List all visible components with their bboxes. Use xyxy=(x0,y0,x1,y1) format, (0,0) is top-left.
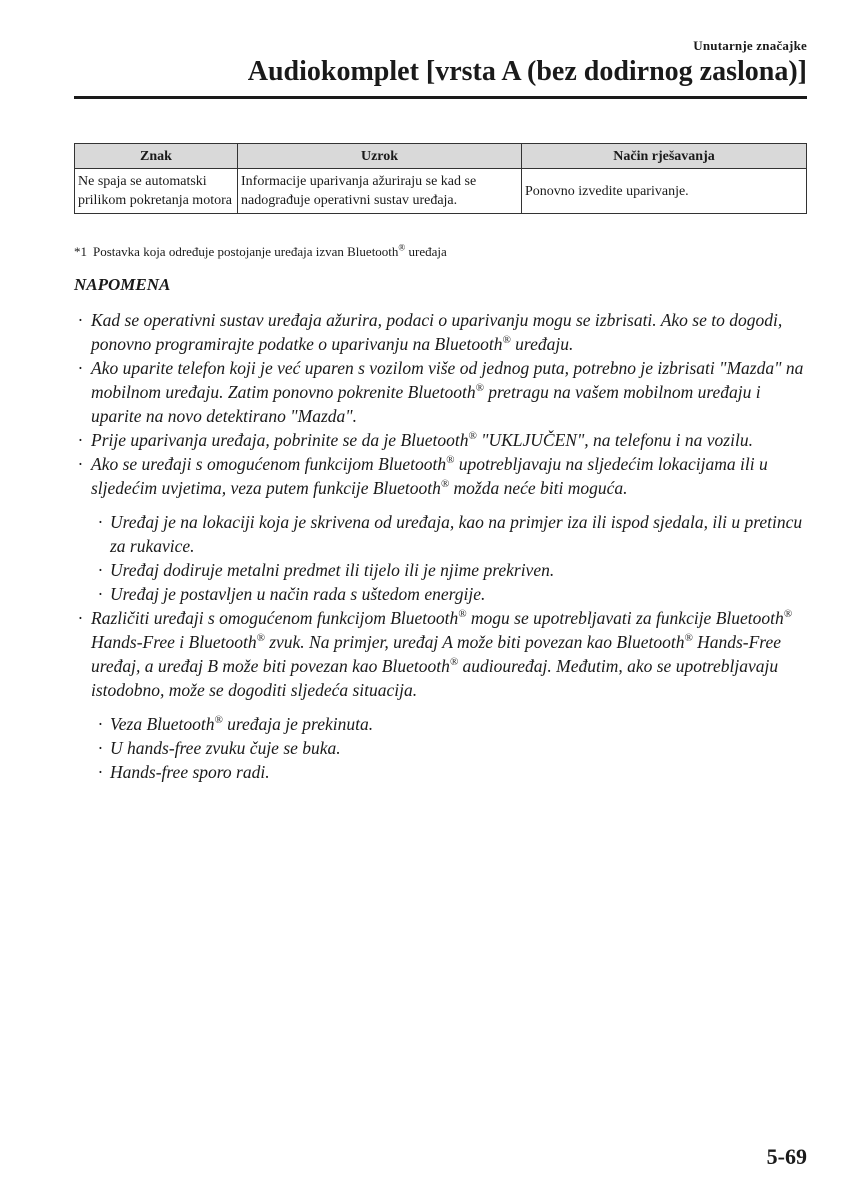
bullet: · xyxy=(78,608,83,628)
footnote xyxy=(74,244,447,260)
table-header-row xyxy=(75,144,807,169)
note-subitem xyxy=(74,760,814,784)
note-item xyxy=(74,606,814,702)
note-subitem xyxy=(74,558,814,582)
note-item xyxy=(74,428,814,452)
note-subitem xyxy=(74,712,814,736)
bullet: · xyxy=(98,762,103,782)
footnote-marker: *1 xyxy=(74,244,87,259)
bullet: · xyxy=(78,430,83,450)
bullet: · xyxy=(78,358,83,378)
note-item-text: Prije uparivanja uređaja, pobrinite se da je Bluetooth® "UKLJUČEN", na telefonu i na vozilu. xyxy=(91,430,753,450)
bullet: · xyxy=(98,714,103,734)
note-item-text: Različiti uređaji s omogućenom funkcijom Bluetooth® mogu se upotrebljavati za funkcije Bluetooth® Hands-Free i Bluetooth® zvuk. Na primjer, uređaj A može biti povezan kao Bluetooth® Hands-Free uređaj, a uređaj B može biti povezan kao Bluetooth® audiouređaj. Međutim, ako se upotrebljavaju istodobno, može se dogoditi sljedeća situacija. xyxy=(91,608,792,700)
table-row xyxy=(75,169,807,214)
note-item xyxy=(74,308,814,356)
title-rule xyxy=(74,96,807,99)
bullet: · xyxy=(98,738,103,758)
bullet: · xyxy=(78,310,83,330)
note-heading: NAPOMENA xyxy=(74,275,171,294)
note-subitem xyxy=(74,582,814,606)
column-header-uzrok: Uzrok xyxy=(238,144,522,169)
note-subitem-text: Uređaj je na lokaciji koja je skrivena od uređaja, kao na primjer iza ili ispod sjedala, ili u pretincu za rukavice. xyxy=(110,512,803,556)
note-subitem xyxy=(74,510,814,558)
note-subitem xyxy=(74,736,814,760)
note-subitem-text: U hands-free zvuku čuje se buka. xyxy=(110,738,341,758)
note-subitem-text: Uređaj dodiruje metalni predmet ili tijelo ili je njime prekriven. xyxy=(110,560,555,580)
note-subitem-text: Hands-free sporo radi. xyxy=(110,762,270,782)
note-item-text: Kad se operativni sustav uređaja ažurira, podaci o uparivanju mogu se izbrisati. Ako se to dogodi, ponovno programirajte podatke o uparivanju na Bluetooth® uređaju. xyxy=(91,310,783,354)
page-number: 5-69 xyxy=(766,1144,807,1169)
note-item-text: Ako se uređaji s omogućenom funkcijom Bluetooth® upotrebljavaju na sljedećim lokacijama ili u sljedećim uvjetima, veza putem funkcije Bluetooth® možda neće biti moguća. xyxy=(91,454,768,498)
note-subitem-text: Veza Bluetooth® uređaja je prekinuta. xyxy=(110,714,374,734)
footnote-text: Postavka koja određuje postojanje uređaja izvan Bluetooth® uređaja xyxy=(93,242,447,259)
troubleshooting-table xyxy=(74,143,807,214)
note-subitem-text: Uređaj je postavljen u način rada s uštedom energije. xyxy=(110,584,486,604)
note-list xyxy=(74,308,814,784)
column-header-znak: Znak xyxy=(75,144,238,169)
note-item-text: Ako uparite telefon koji je već uparen s vozilom više od jednog puta, potrebno je izbrisati "Mazda" na mobilnom uređaju. Zatim ponovno pokrenite Bluetooth® pretragu na vašem mobilnom uređaju i uparite na novo detektirano "Mazda". xyxy=(91,358,804,426)
bullet: · xyxy=(98,584,103,604)
cell-uzrok: Informacije uparivanja ažuriraju se kad se nadograđuje operativni sustav uređaja. xyxy=(238,169,522,214)
cell-znak: Ne spaja se automatski prilikom pokretanja motora xyxy=(75,169,238,214)
bullet: · xyxy=(98,560,103,580)
bullet: · xyxy=(78,454,83,474)
note-item xyxy=(74,452,814,500)
cell-rjesavanje: Ponovno izvedite uparivanje. xyxy=(522,169,807,214)
note-item xyxy=(74,356,814,428)
page-title: Audiokomplet [vrsta A (bez dodirnog zaslona)] xyxy=(247,56,807,87)
bullet: · xyxy=(98,512,103,532)
section-label: Unutarnje značajke xyxy=(693,38,807,53)
column-header-nacin-rjesavanja: Način rješavanja xyxy=(522,144,807,169)
